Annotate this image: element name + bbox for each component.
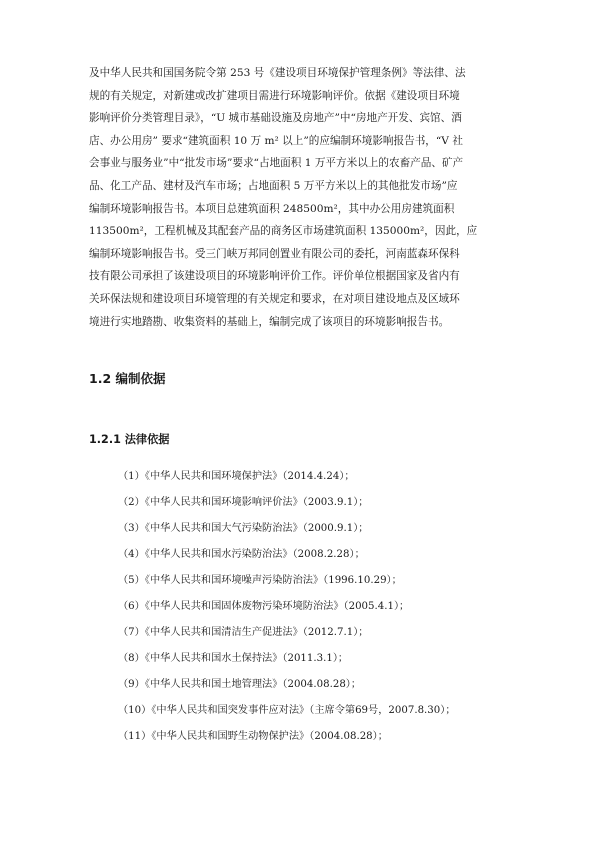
paragraph-line: 会事业与服务业”中“批发市场”要求“占地面积 1 万平方米以上的农畜产品、矿产 xyxy=(89,157,464,170)
paragraph-line: 编制环境影响报告书。本项目总建筑面积 248500m²，其中办公用房建筑面积 xyxy=(89,202,455,215)
section-heading: 1.2 编制依据 xyxy=(89,371,166,386)
list-item: （2）《中华人民共和国环境影响评价法》（2003.9.1）； xyxy=(118,497,369,508)
list-item: （8）《中华人民共和国水土保持法》（2011.3.1）； xyxy=(118,653,349,664)
law-list xyxy=(118,464,518,750)
list-item: （4）《中华人民共和国水污染防治法》（2008.2.28）； xyxy=(118,549,365,560)
list-item: （11）《中华人民共和国野生动物保护法》（2004.08.28）； xyxy=(118,731,388,742)
list-item: （6）《中华人民共和国固体废物污染环境防治法》（2005.4.1）； xyxy=(118,601,410,612)
list-item: （3）《中华人民共和国大气污染防治法》（2000.9.1）； xyxy=(118,523,369,534)
list-item: （9）《中华人民共和国土地管理法》（2004.08.28）； xyxy=(118,679,362,690)
paragraph-line: 及中华人民共和国国务院令第 253 号《建设项目环境保护管理条例》等法律、法 xyxy=(89,67,466,79)
list-item: （5）《中华人民共和国环境噪声污染防治法》（1996.10.29）； xyxy=(118,575,402,586)
paragraph-line: 境进行实地踏勘、收集资料的基础上，编制完成了该项目的环境影响报告书。 xyxy=(89,315,450,328)
paragraph-line: 关环保法规和建设项目环境管理的有关规定和要求，在对项目建设地点及区域环 xyxy=(89,292,460,305)
paragraph-line: 品、化工产品、建材及汽车市场；占地面积 5 万平方米以上的其他批发市场”应 xyxy=(89,179,458,192)
paragraph-line: 影响评价分类管理目录》，“U 城市基础设施及房地产”中“房地产开发、宾馆、酒 xyxy=(89,112,462,125)
subsection-heading: 1.2.1 法律依据 xyxy=(89,433,170,446)
paragraph-line: 113500m²，工程机械及其配套产品的商务区市场建筑面积 135000m²，因此，应 xyxy=(89,225,478,238)
list-item: （10）《中华人民共和国突发事件应对法》（主席令第69号，2007.8.30）； xyxy=(118,705,456,716)
paragraph-line: 编制环境影响报告书。受三门峡万邦同创置业有限公司的委托，河南蓝森环保科 xyxy=(89,247,460,260)
paragraph-line: 规的有关规定，对新建或改扩建项目需进行环境影响评价。依据《建设项目环境 xyxy=(89,89,460,102)
paragraph-line: 技有限公司承担了该建设项目的环境影响评价工作。评价单位根据国家及省内有 xyxy=(89,270,460,283)
paragraph-line: 店、办公用房” 要求“建筑面积 10 万 m² 以上”的应编制环境影响报告书，“V 社 xyxy=(89,134,463,147)
list-item: （7）《中华人民共和国清洁生产促进法》（2012.7.1）； xyxy=(118,627,369,638)
intro-paragraph xyxy=(89,62,507,333)
list-item: （1）《中华人民共和国环境保护法》（2014.4.24）； xyxy=(118,471,355,482)
